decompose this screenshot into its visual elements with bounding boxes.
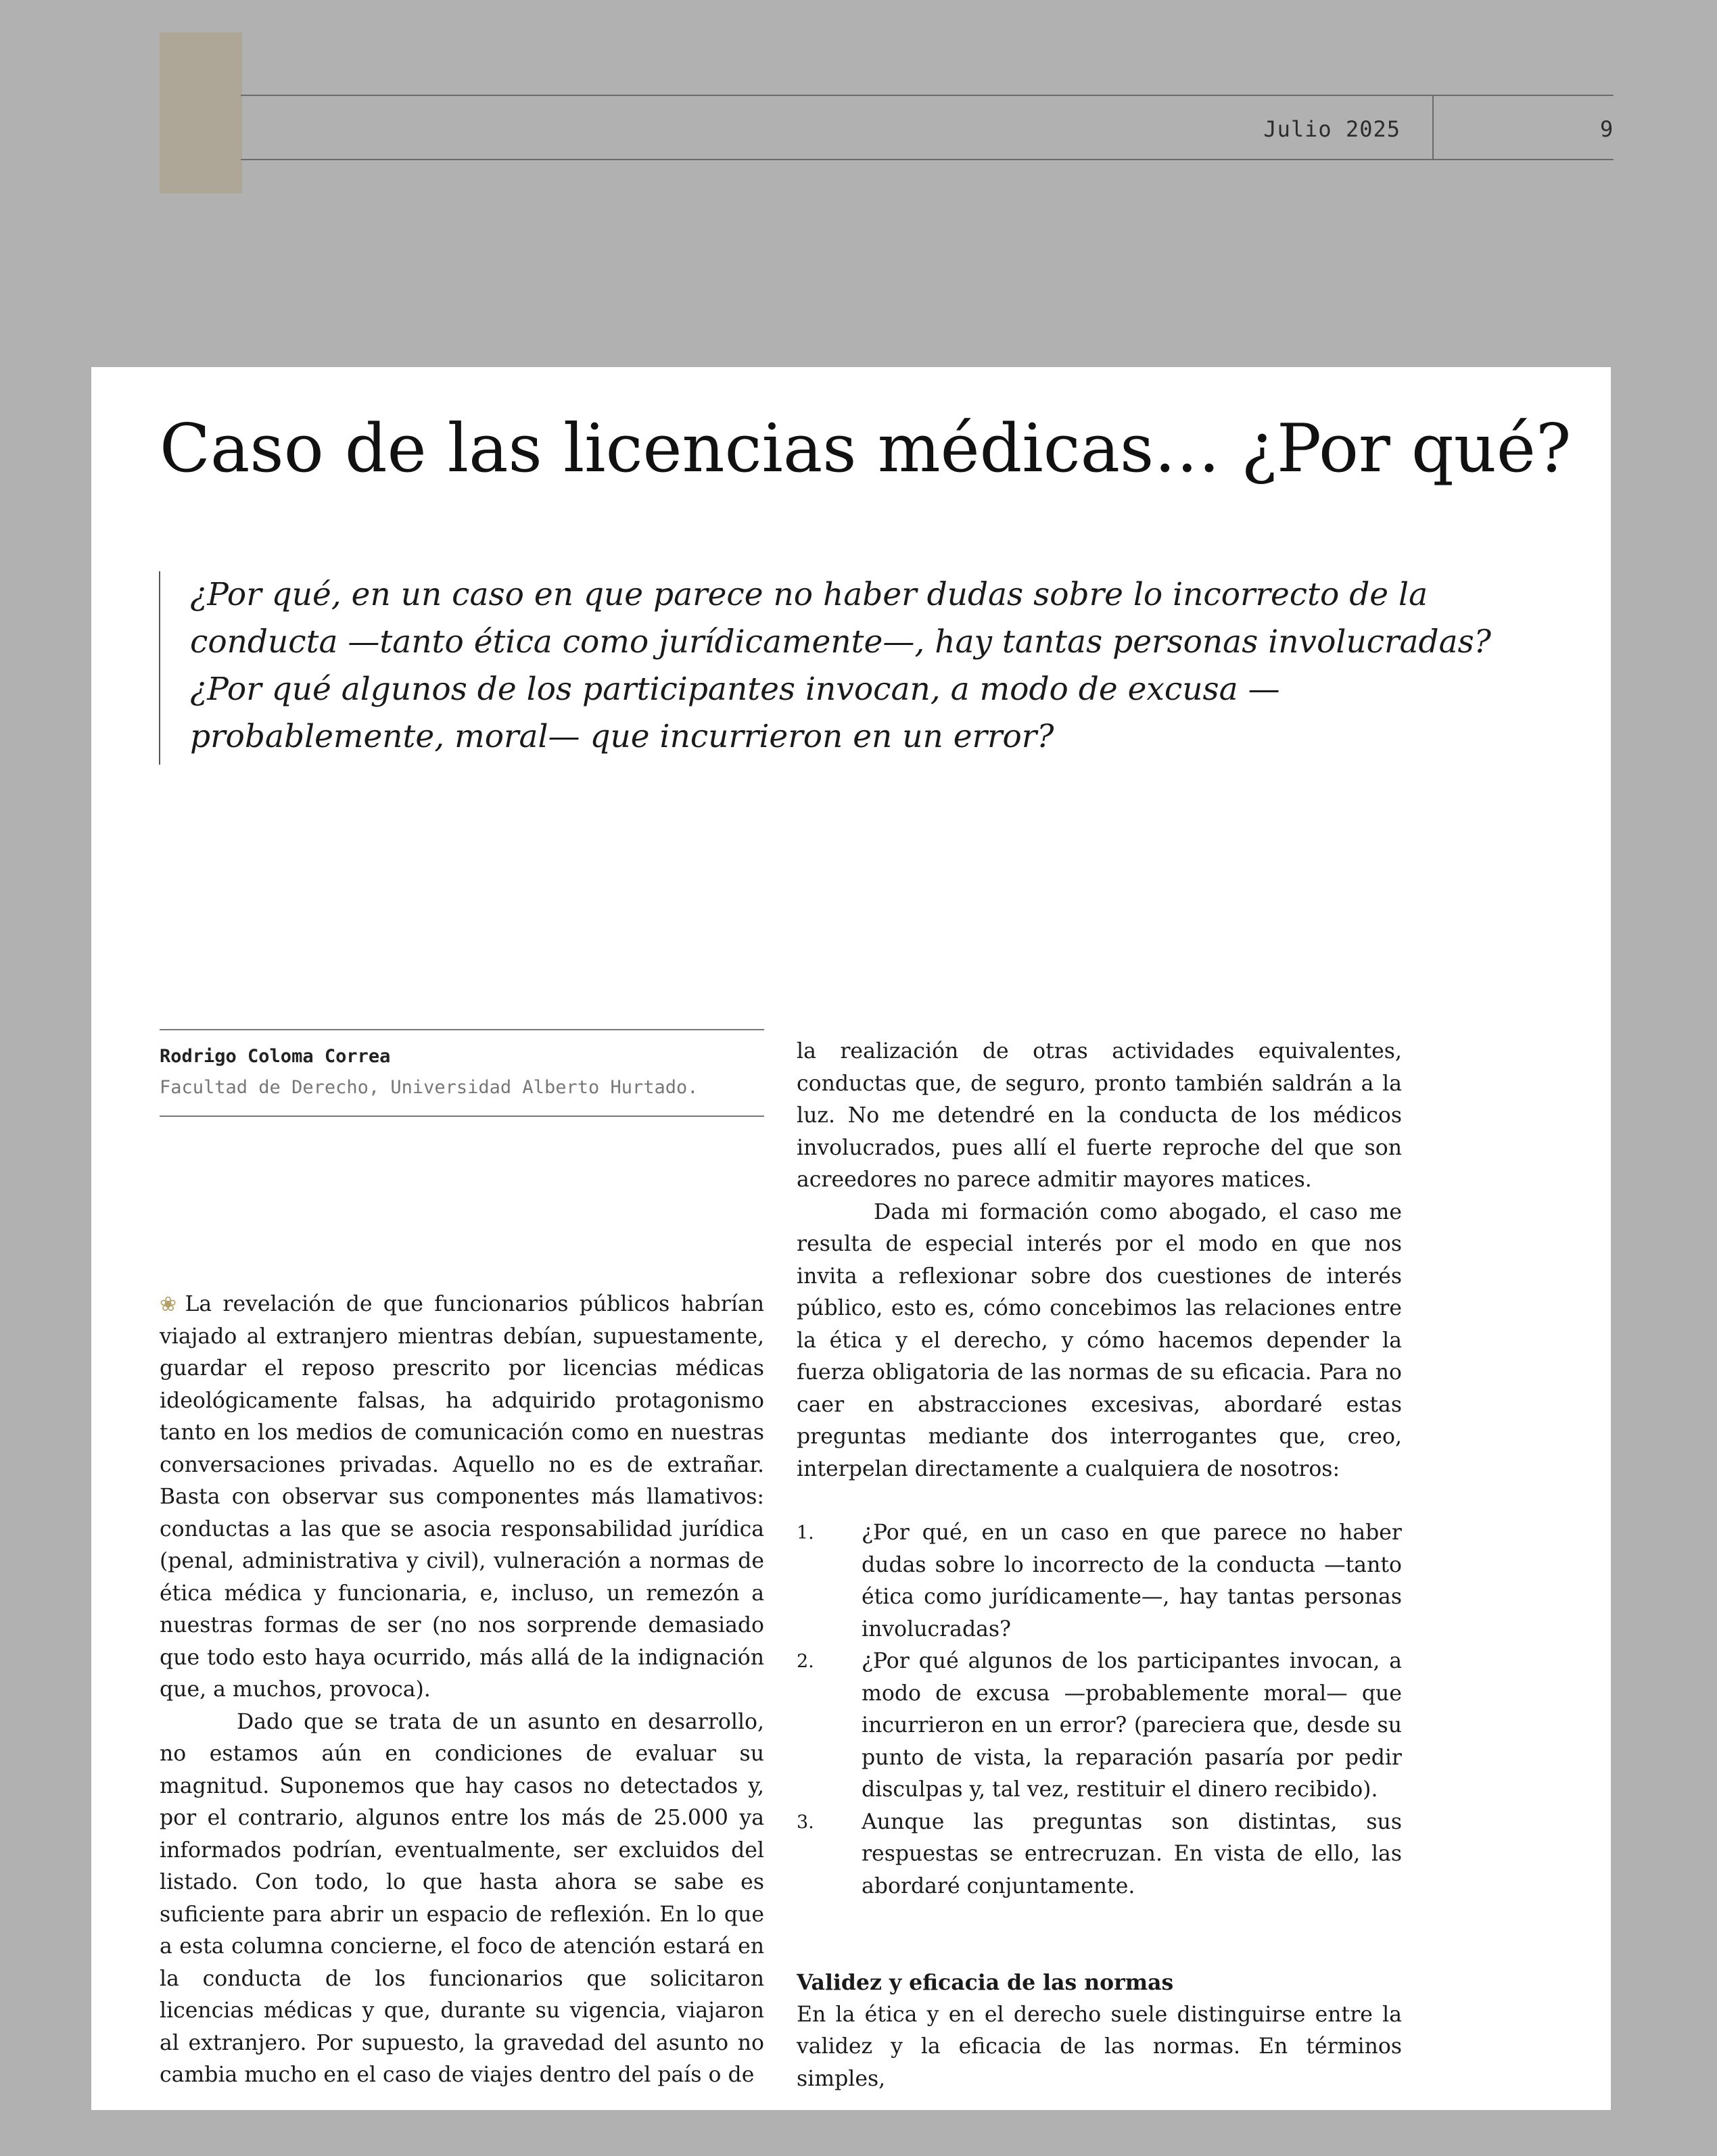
author-affiliation: Facultad de Derecho, Universidad Alberto Hurtado. [160,1077,699,1098]
author-name: Rodrigo Coloma Correa [160,1046,391,1067]
article-lead-quote: ¿Por qué, en un caso en que parece no haber dudas sobre lo incorrecto de la conducta —tanto ética como jurídicamente—, hay tantas personas involucradas? ¿Por qué algunos de los participantes invocan, a modo de excusa —probablemente, moral— que incurrieron en un error? [159,571,1515,765]
question-list [797,1517,1402,1902]
section-tab [160,32,242,193]
left-column [160,1289,764,2092]
body-paragraph-text: La revelación de que funcionarios públicos habrían viajado al extranjero mientras debían, supuestamente, guardar el reposo prescrito por licencias médicas ideológicamente falsas, ha adquirido protagonismo tanto en los medios de comunicación como en nuestras conversaciones privadas. Aquello no es de extrañar. Basta con observar sus componentes más llamativos: conductas a las que se asocia responsabilidad jurídica (penal, administrativa y civil), vulneración a normas de ética médica y funcionaria, e, incluso, un remezón a nuestras formas de ser (no nos sorprende demasiado que todo esto haya ocurrido, más allá de la indignación que, a muchos, provoca). [160,1292,764,1702]
author-block [160,1029,764,1117]
page-number: 9 [1600,116,1614,142]
header-bottom-rule [241,159,1614,160]
article-title: Caso de las licencias médicas… ¿Por qué? [160,410,1572,487]
list-item-text: Aunque las preguntas son distintas, sus respuestas se entrecruzan. En vista de ello, las abordaré conjuntamente. [862,1809,1402,1898]
body-paragraph: Dado que se trata de un asunto en desarrollo, no estamos aún en condiciones de evaluar su magnitud. Suponemos que hay casos no detectados y, por el contrario, algunos entre los más de 25.000 ya informados podrían, eventualmente, ser excluidos del listado. Con todo, lo que hasta ahora se sabe es suficiente para abrir un espacio de reflexión. En lo que a esta columna concierne, el foco de atención estará en la conducta de los funcionarios que solicitaron licencias médicas y que, durante su vigencia, viajaron al extranjero. Por supuesto, la gravedad del asunto no cambia mucho en el caso de viajes dentro del país o de [160,1709,764,2087]
list-item-text: ¿Por qué algunos de los participantes invocan, a modo de excusa —probablemente moral— que incurrieron en un error? (pareciera que, desde su punto de vista, la reparación pasaría por pedir disculpas y, tal vez, restituir el dinero recibido). [862,1649,1402,1802]
body-paragraph: la realización de otras actividades equivalentes, conductas que, de seguro, pronto también saldrán a la luz. No me detendré en la conducta de los médicos involucrados, pues allí el fuerte reproche del que son acreedores no parece admitir mayores matices. [797,1039,1402,1192]
right-column [797,1036,1402,2095]
list-number: 1. [797,1523,814,1543]
list-number: 3. [797,1811,814,1833]
list-item-text: ¿Por qué, en un caso en que parece no haber dudas sobre lo incorrecto de la conducta —tanto ética como jurídicamente—, hay tantas personas involucradas? [862,1520,1402,1642]
section-heading: Validez y eficacia de las normas [797,1970,1174,1995]
header-divider [1432,95,1434,160]
body-paragraph: Dada mi formación como abogado, el caso me resulta de especial interés por el modo en que nos invita a reflexionar sobre dos cuestiones de interés público, esto es, cómo concebimos las relaciones entre la ética y el derecho, y cómo hacemos depender la fuerza obligatoria de las normas de su eficacia. Para no caer en abstracciones excesivas, abordaré estas preguntas mediante dos interrogantes que, creo, interpelan directamente a cualquiera de nosotros: [797,1199,1402,1481]
list-number: 2. [797,1651,814,1672]
body-paragraph [160,1289,764,1706]
article-page [91,367,1611,2110]
body-paragraph: En la ética y en el derecho suele distinguirse entre la validez y la eficacia de las normas. En términos simples, [797,2002,1402,2091]
list-item [797,1646,1402,1806]
list-item [797,1806,1402,1903]
header-top-rule [241,95,1614,96]
list-item [797,1517,1402,1646]
issue-date: Julio 2025 [1263,116,1401,142]
flower-icon: ❀ [160,1293,181,1316]
